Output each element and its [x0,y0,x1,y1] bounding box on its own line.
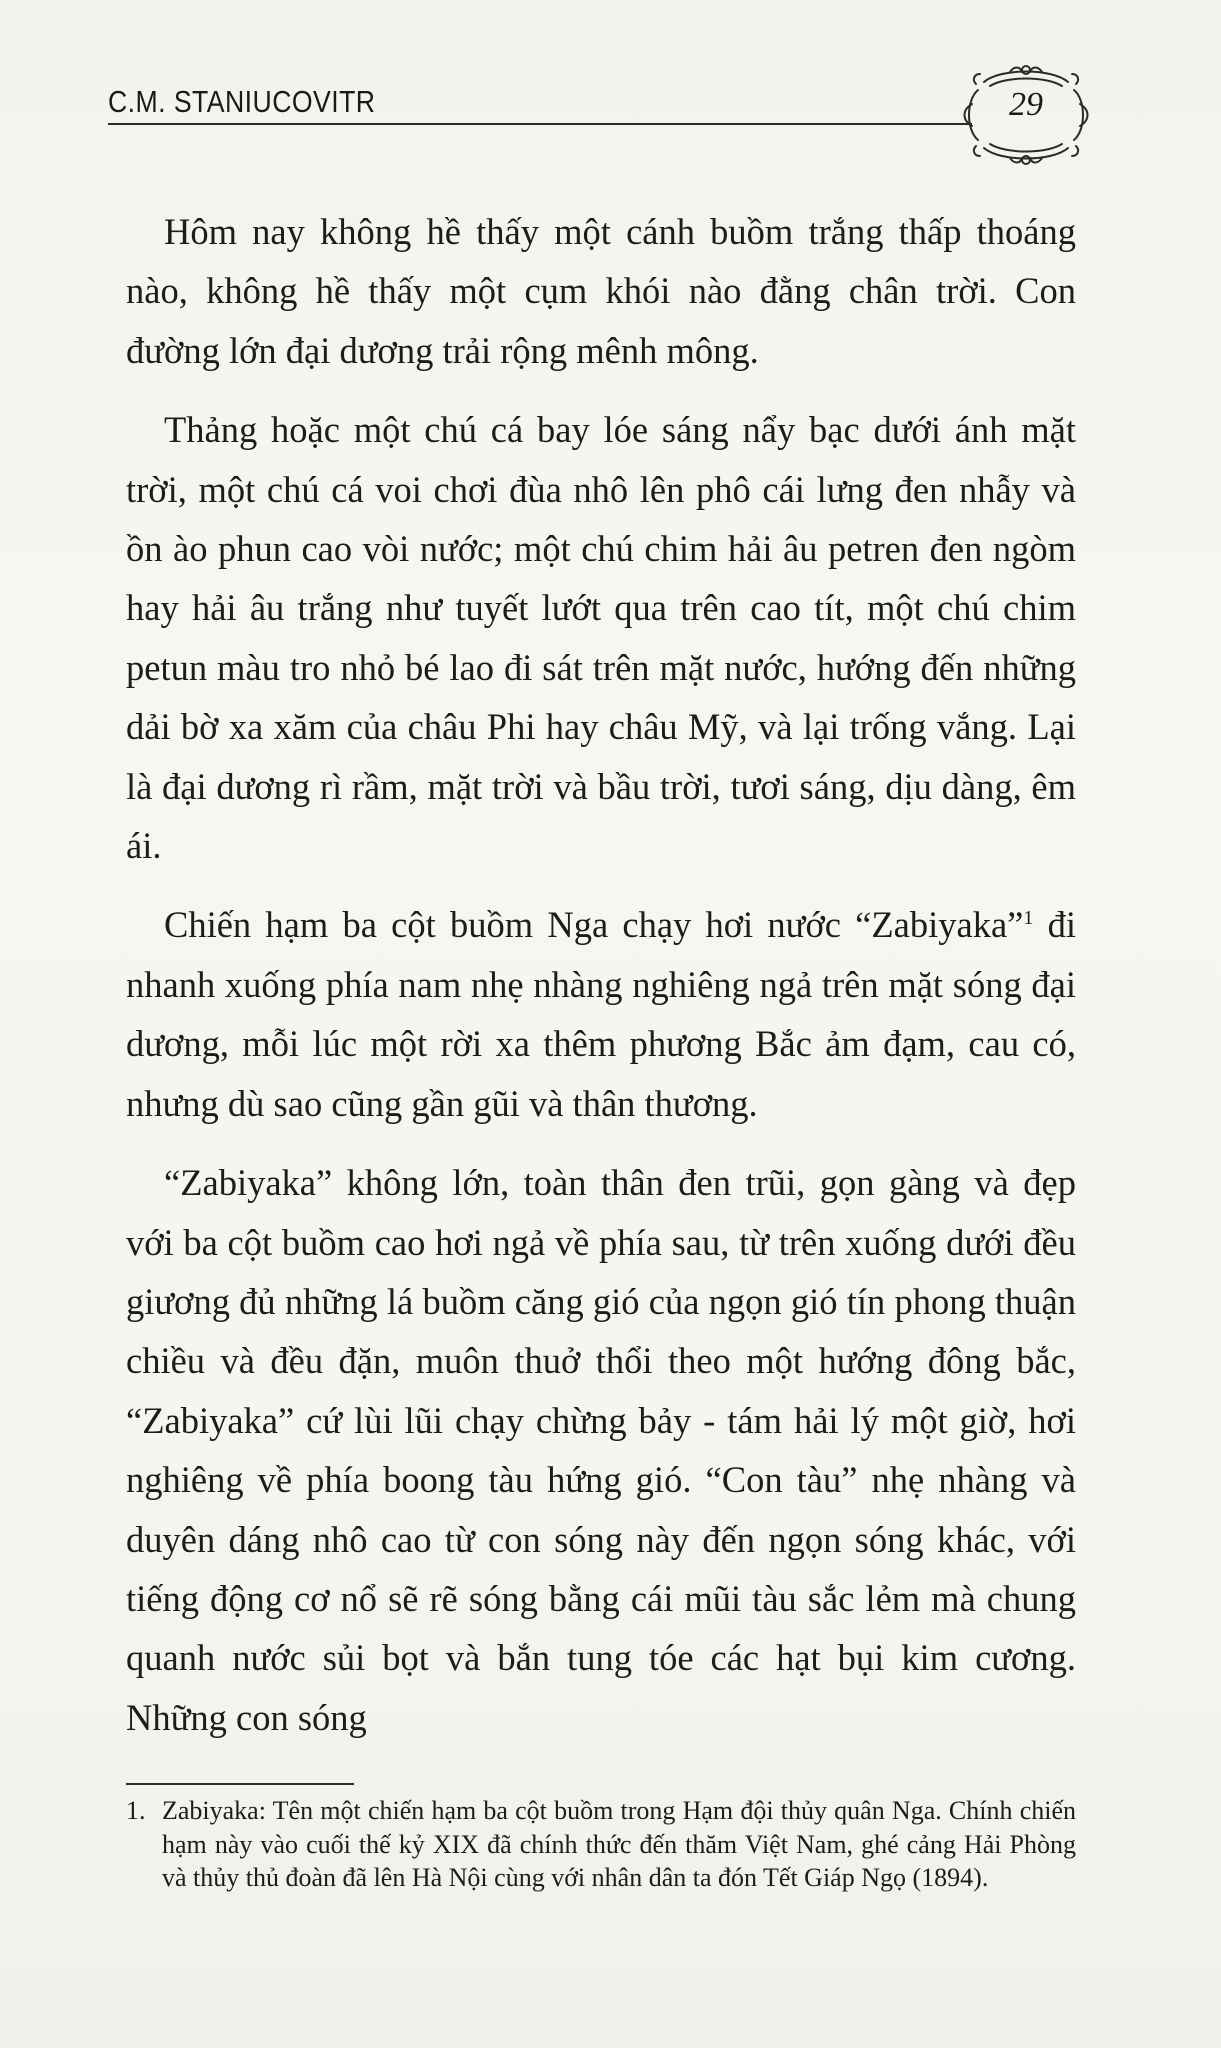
page-number: 29 [1009,86,1043,123]
paragraph-rest: đi nhanh xuống phía nam nhẹ nhàng nghiêng ngả trên mặt sóng đại dương, mỗi lúc một rời xa thêm phương Bắc ảm đạm, cau có, nhưng dù sao cũng gần gũi và thân thương. [126,904,1077,1124]
main-text [126,202,1076,1767]
footnote-text: Zabiyaka: Tên một chiến hạm ba cột buồm trong Hạm đội thủy quân Nga. Chính chiến hạm này vào cuối thế kỷ XIX đã chính thức đến thăm Việt Nam, ghé cảng Hải Phòng và thủy thủ đoàn đã lên Hà Nội cùng với nhân dân ta đón Tết Giáp Ngọ (1894). [162,1796,1076,1892]
footnote-reference: 1 [1023,907,1034,930]
paragraph: Thảng hoặc một chú cá bay lóe sáng nẩy bạc dưới ánh mặt trời, một chú cá voi chơi đùa nhô lên phô cái lưng đen nhẫy và ồn ào phun cao vòi nước; một chú chim hải âu petren đen ngòm hay hải âu trắng như tuyết lướt qua trên cao tít, một chú chim petun màu tro nhỏ bé lao đi sát trên mặt nước, hướng đến những dải bờ xa xăm của châu Phi hay châu Mỹ, và lại trống vắng. Lại là đại dương rì rầm, mặt trời và bầu trời, tươi sáng, dịu dàng, êm ái. [126,409,1076,867]
paragraph: “Zabiyaka” không lớn, toàn thân đen trũi, gọn gàng và đẹp với ba cột buồm cao hơi ngả về phía sau, từ trên xuống dưới đều giương đủ những lá buồm căng gió của ngọn gió tín phong thuận chiều và đều đặn, muôn thuở thổi theo một hướng đông bắc, “Zabiyaka” cứ lùi lũi chạy chừng bảy - tám hải lý một giờ, hơi nghiêng về phía boong tàu hứng gió. “Con tàu” nhẹ nhàng và duyên dáng nhô cao từ con sóng này đến ngọn sóng khác, với tiếng động cơ nổ sẽ rẽ sóng bằng cái mũi tàu sắc lẻm mà chung quanh nước sủi bọt và bắn tung tóe các hạt bụi kim cương. Những con sóng [126,1162,1076,1738]
footnote-rule [126,1783,354,1785]
author-name: C.M. STANIUCOVITR [108,84,376,119]
paragraph: Hôm nay không hề thấy một cánh buồm trắng thấp thoáng nào, không hề thấy một cụm khói nào đằng chân trời. Con đường lớn đại dương trải rộng mênh mông. [126,211,1076,371]
footnote [126,1794,1076,1895]
paragraph-with-footnote [126,895,1076,1133]
footnote-number: 1. [126,1796,146,1825]
paragraph-lead: Chiến hạm ba cột buồm Nga chạy hơi nước “Zabiyaka” [164,904,1024,946]
header-rule [108,123,972,125]
running-header [108,80,1108,160]
page-number-ornament [960,60,1092,170]
